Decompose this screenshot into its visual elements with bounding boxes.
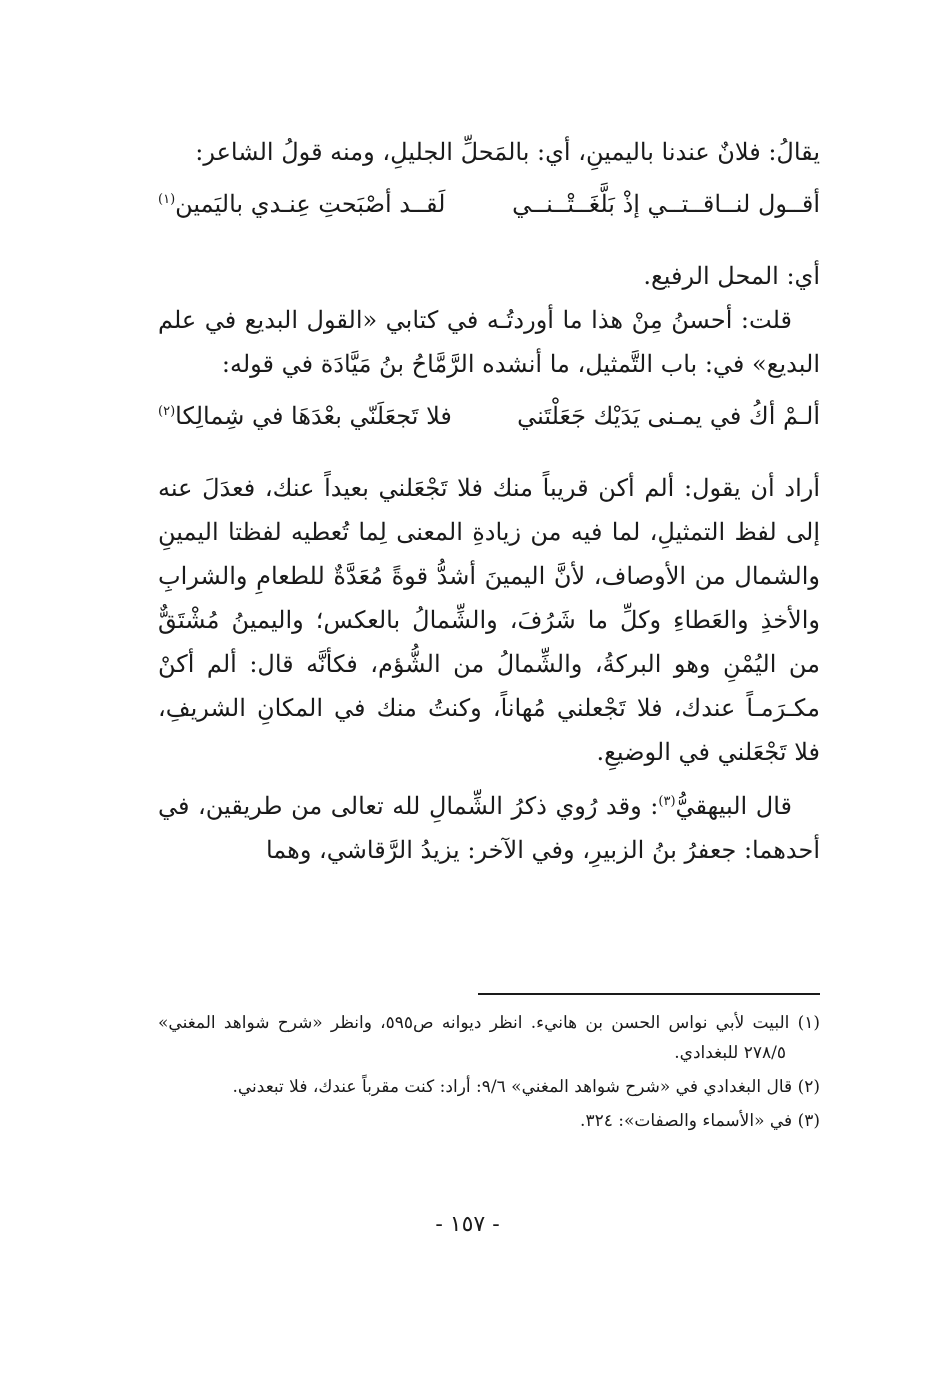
paragraph-2: أي: المحل الرفيع. <box>643 262 820 290</box>
footnotes <box>158 1008 820 1140</box>
footnote-1: (١) البيت لأبي نواس الحسن بن هانيء. انظر ديوانه ص٥٩٥، وانظر «شرح شواهد المغني» ٢٧٨/٥ للبغدادي. <box>158 1013 820 1063</box>
main-text <box>158 130 820 872</box>
verse-2-first-hemistich: ألـمْ أكُ في يمـنى يَدَيْك جَعَلْتَني <box>517 402 820 430</box>
verse-2 <box>158 394 820 438</box>
verse-1 <box>158 182 820 226</box>
paragraph-5 <box>158 784 820 872</box>
footnote-marker-1: (١) <box>158 192 176 207</box>
footnote-2: (٢) قال البغدادي في «شرح شواهد المغني» ٩/٦: أراد: كنت مقرباً عندك، فلا تبعدني. <box>232 1077 820 1097</box>
verse-2-second-text: فلا تَجعَلَنّي بعْدَهَا في شِمالِكا <box>175 402 452 430</box>
paragraph-5-start: قال البيهقيُّ <box>675 792 792 820</box>
verse-1-second-text: لَقــد أصْبَحتِ عِنـدي باليَمين <box>175 190 446 218</box>
verse-1-first-hemistich: أقــول لنــاقــتــي إذْ بَلَّغَــتْــنــي <box>512 190 820 218</box>
footnote-marker-3: (٣) <box>658 794 676 809</box>
footnote-separator <box>478 993 820 995</box>
paragraph-4: أراد أن يقول: ألم أكن قريباً منك فلا تَجْعَلني بعيداً عنك، فعدَلَ عنه إلى لفظ التمثيلِ، لما فيه من زيادةِ المعنى لِما تُعطيه لفظتا اليمينِ والشمال من الأوصاف، لأنَّ اليمينَ أشدُّ قوةً مُعَدَّةٌ للطعامِ والشرابِ والأخذِ والعَطاءِ وكلِّ ما شَرُفَ، والشِّمالُ بالعكس؛ واليمينُ مُشْتَقٌّ من اليُمْنِ وهو البركةُ، والشِّمالُ من الشُّؤم، فكأنَّه قال: ألم أكنْ مكـرَمـاً عندك، فلا تَجْعلني مُهاناً، وكنتُ منك في المكانِ الشريفِ، فلا تَجْعَلني في الوضيعِ. <box>158 474 820 766</box>
verse-1-second-hemistich <box>158 182 445 226</box>
paragraph-5-rest: : وقد رُوي ذكرُ الشِّمالِ لله تعالى من طريقين، في أحدهما: جعفرُ بنُ الزبيرِ، وفي الآخر: يزيدُ الرَّقاشي، وهما <box>158 792 820 864</box>
footnote-3: (٣) في «الأسماء والصفات»: ٣٢٤. <box>580 1111 820 1131</box>
paragraph-1: يقالُ: فلانٌ عندنا باليمينِ، أي: بالمَحلِّ الجليلِ، ومنه قولُ الشاعر: <box>195 138 820 166</box>
page-number: - ١٥٧ - <box>435 1212 500 1237</box>
footnote-marker-2: (٢) <box>158 404 176 419</box>
paragraph-3: قلت: أحسنُ مِنْ هذا ما أوردتُـه في كتابي «القول البديع في علم البديع» في: باب التَّمثيل، ما أنشده الرَّمَّاحُ بنُ مَيَّادَة في قوله: <box>158 306 820 378</box>
verse-2-second-hemistich <box>158 394 452 438</box>
